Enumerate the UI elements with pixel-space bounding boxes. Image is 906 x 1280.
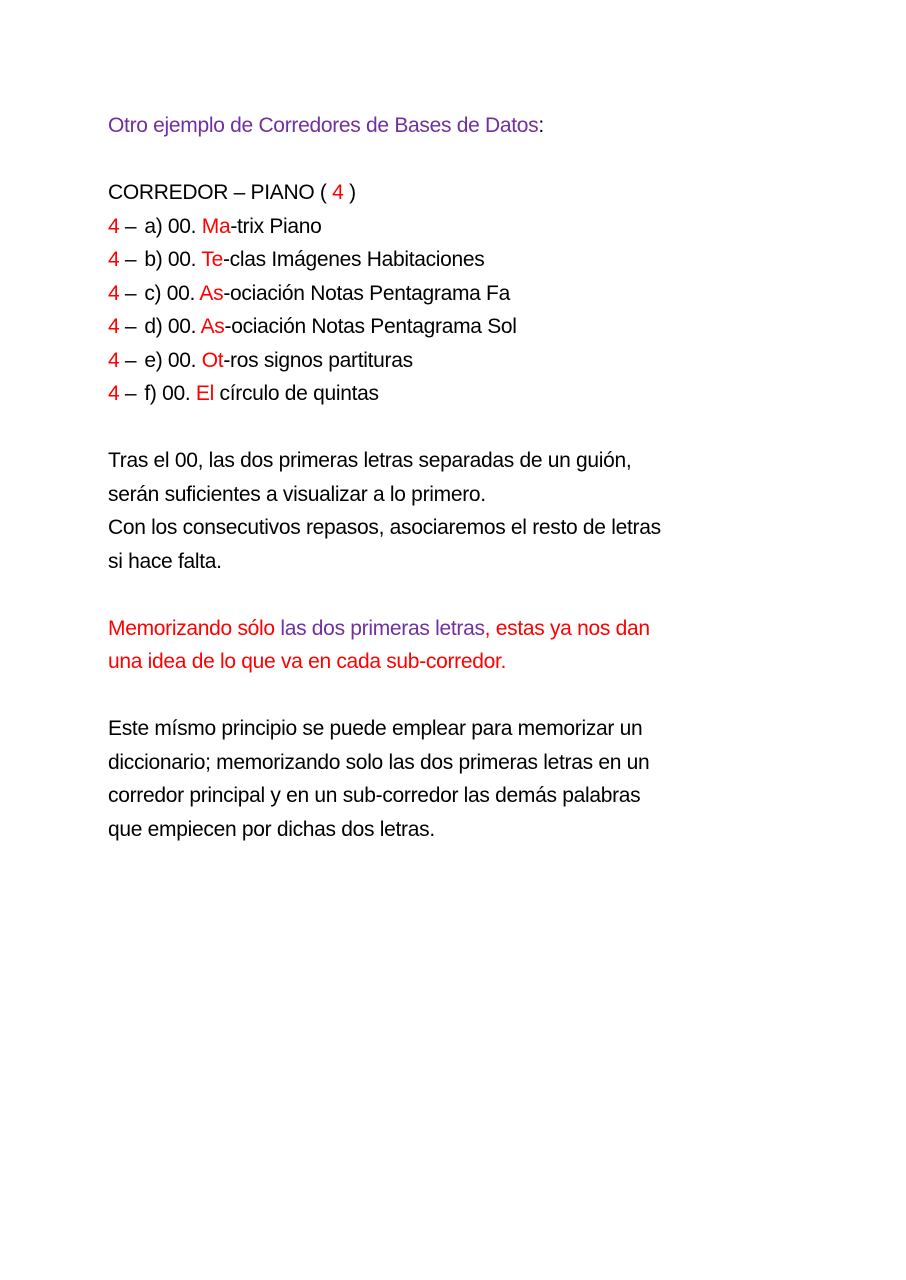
item-dash: – [119,382,137,405]
corridor-label: CORREDOR – PIANO ( [108,181,333,204]
item-highlight: As [200,315,225,338]
highlight-red-start: Memorizando sólo [108,616,281,640]
item-prefix: e) 00. [144,348,202,372]
paragraph-line: si hace falta. [108,549,222,573]
item-prefix: c) 00. [144,281,200,305]
item-number: 4 [108,382,120,405]
list-item [108,243,808,277]
item-rest: -clas Imágenes Habitaciones [222,248,485,271]
paragraph-line: corredor principal y en un sub-corredor las demás palabras [108,784,641,807]
list-item [108,277,808,311]
item-rest: -ociación Notas Pentagrama Sol [224,315,517,338]
paragraph-line: una idea de lo que va en cada sub-corredor. [108,650,507,673]
item-dash: – [119,214,137,238]
item-highlight: As [199,281,224,305]
dictionary-paragraph [108,712,808,846]
item-dash: – [119,281,137,305]
item-highlight: Ma [201,214,231,238]
item-rest: -ociación Notas Pentagrama Fa [223,281,510,305]
corridor-number: 4 [332,181,344,204]
corridor-heading [108,176,808,210]
item-rest: -trix Piano [230,214,322,238]
spacer [108,411,808,445]
item-prefix: a) 00. [144,214,202,238]
document-page [108,109,808,846]
item-dash: – [119,348,137,372]
paragraph-line: Este mísmo principio se puede emplear para memorizar un [108,717,643,740]
item-prefix: b) 00. [144,248,202,271]
corridor-item-list [108,210,808,411]
item-rest: círculo de quintas [213,382,379,405]
paragraph-line: serán suficientes a visualizar a lo primero. [108,482,486,506]
item-number: 4 [108,248,120,271]
item-number: 4 [108,214,120,238]
spacer [108,679,808,713]
item-highlight: El [195,382,214,405]
list-item [108,344,808,378]
list-item [108,377,808,411]
spacer [108,143,808,177]
corridor-close: ) [343,181,356,204]
item-rest: -ros signos partituras [223,348,413,372]
paragraph-line: diccionario; memorizando solo las dos primeras letras en un [108,750,650,774]
item-number: 4 [108,315,120,338]
item-highlight: Ot [201,348,224,372]
list-item [108,210,808,244]
spacer [108,578,808,612]
item-number: 4 [108,348,120,372]
document-title [108,109,808,143]
paragraph-line: Con los consecutivos repasos, asociaremos el resto de letras [108,516,661,539]
item-dash: – [119,315,137,338]
highlight-purple: las dos primeras letras [280,616,485,640]
paragraph-line: que empiecen por dichas dos letras. [108,817,435,841]
explanation-paragraph [108,444,808,578]
title-colon: : [538,114,544,137]
item-number: 4 [108,281,120,305]
paragraph-line: Tras el 00, las dos primeras letras separadas de un guión, [108,449,632,472]
item-highlight: Te [201,248,223,271]
paragraph-line [108,612,808,646]
list-item [108,310,808,344]
item-dash: – [119,248,137,271]
highlighted-paragraph [108,612,808,679]
highlight-red-end: , estas ya nos dan [484,616,650,640]
item-prefix: f) 00. [144,382,196,405]
title-text: Otro ejemplo de Corredores de Bases de Datos [108,114,539,137]
item-prefix: d) 00. [144,315,201,338]
